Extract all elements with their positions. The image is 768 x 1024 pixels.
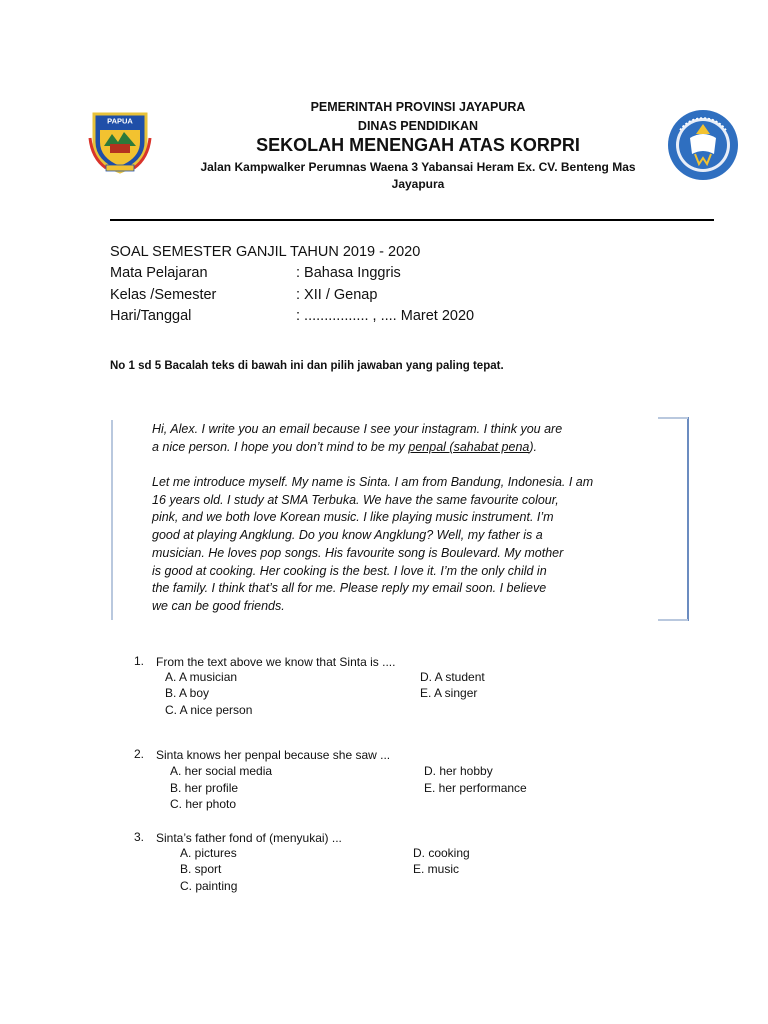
school-name: SEKOLAH MENENGAH ATAS KORPRI — [256, 135, 580, 155]
question-text: Sinta’s father fond of (menyukai) ... — [156, 831, 342, 845]
question-number: 2. — [134, 747, 145, 761]
info-label-class: Kelas /Semester — [110, 287, 217, 303]
passage-line: pink, and we both love Korean music. I like playing music instrument. I’m — [152, 510, 554, 525]
option: A. A musician — [165, 670, 238, 684]
question-text: Sinta knows her penpal because she saw ... — [156, 748, 391, 762]
passage-text: ). — [529, 439, 537, 454]
option: D. her hobby — [424, 764, 493, 778]
government-title: PEMERINTAH PROVINSI JAYAPURA — [310, 100, 526, 114]
passage-frame-top — [658, 417, 688, 419]
passage-frame-left — [111, 420, 113, 620]
option: D. cooking — [413, 846, 470, 860]
info-label-subject: Mata Pelajaran — [110, 265, 208, 281]
option: B. sport — [180, 862, 222, 876]
passage-line: Let me introduce myself. My name is Sinta. I am from Bandung, Indonesia. I am — [152, 475, 594, 489]
department-title: DINAS PENDIDIKAN — [357, 119, 479, 133]
passage-line — [152, 439, 652, 457]
penpal-underlined: penpal (sahabat pena — [408, 439, 530, 454]
option: D. A student — [420, 670, 485, 684]
school-address: Jalan Kampwalker Perumnas Waena 3 Yabansai Heram Ex. CV. Benteng Mas — [200, 160, 636, 174]
info-label-date: Hari/Tanggal — [110, 308, 192, 324]
instruction: No 1 sd 5 Bacalah teks di bawah ini dan pilih jawaban yang paling tepat. — [110, 360, 504, 372]
school-city: Jayapura — [391, 177, 445, 191]
option: B. her profile — [170, 781, 239, 795]
passage-line: good at playing Angklung. Do you know Angklung? Well, my father is a — [152, 528, 543, 543]
option: E. A singer — [420, 686, 478, 700]
header-divider — [110, 219, 714, 221]
question-number: 3. — [134, 830, 145, 844]
option: A. pictures — [180, 846, 237, 860]
info-value-subject: : Bahasa Inggris — [296, 265, 401, 281]
info-value-class: : XII / Genap — [296, 287, 378, 303]
papua-logo-text: PAPUA — [107, 116, 133, 126]
passage-line: the family. I think that’s all for me. Please reply my email soon. I believe — [152, 581, 547, 596]
passage-line: Hi, Alex. I write you an email because I see your instagram. I think you are — [152, 422, 563, 436]
passage-paragraph-2 — [152, 474, 652, 616]
exam-title: SOAL SEMESTER GANJIL TAHUN 2019 - 2020 — [110, 244, 421, 260]
passage-frame-bottom — [658, 619, 688, 621]
question-number: 1. — [134, 654, 145, 668]
passage-paragraph-1 — [152, 421, 652, 456]
passage-line: we can be good friends. — [152, 598, 285, 613]
option: A. her social media — [170, 764, 273, 778]
passage-line: musician. He loves pop songs. His favourite song is Boulevard. My mother — [152, 545, 564, 560]
option: E. her performance — [424, 781, 527, 795]
option: C. A nice person — [165, 703, 253, 717]
option: C. her photo — [170, 797, 237, 811]
info-value-date: : ................ , .... Maret 2020 — [296, 308, 475, 324]
passage-line: is good at cooking. Her cooking is the best. I love it. I’m the only child in — [152, 563, 547, 578]
option: E. music — [413, 862, 460, 876]
option: B. A boy — [165, 686, 210, 700]
option: C. painting — [180, 879, 238, 893]
passage-text: a nice person. I hope you don’t mind to be my — [152, 439, 409, 454]
passage-line: 16 years old. I study at SMA Terbuka. We have the same favourite colour, — [152, 492, 559, 507]
passage-frame-right — [687, 417, 689, 621]
question-text: From the text above we know that Sinta is .... — [156, 655, 396, 669]
